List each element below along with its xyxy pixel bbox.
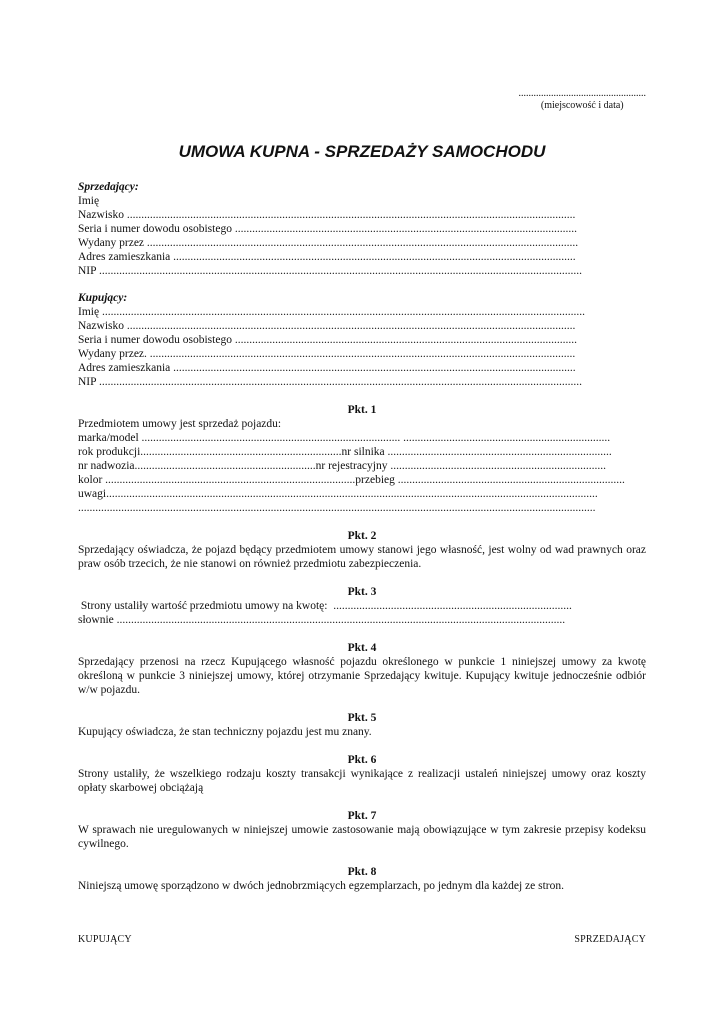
pkt2-heading: Pkt. 2 <box>347 530 377 542</box>
pkt7-section <box>78 809 646 851</box>
pkt2-section <box>78 529 646 571</box>
seller-line-id-number: Seria i numer dowodu osobistego ....................................................................................................................... <box>78 223 577 235</box>
pkt1-line-year-engine: rok produkcji......................................................................nr silnika .............................................................................. <box>78 446 612 458</box>
pkt6-text: Strony ustaliły, że wszelkiego rodzaju koszty transakcji wynikające z realizacji ustaleń niniejszej umowy oraz koszty opłaty skarbowej obciążają <box>78 768 646 794</box>
buyer-line-first-name: Imię ........................................................................................................................................................................ <box>78 306 585 318</box>
pkt3-line-words: słownie ............................................................................................................................................................ <box>78 614 566 626</box>
pkt3-line-amount: Strony ustaliły wartość przedmiotu umowy na kwotę: ................................................................................... <box>78 600 572 612</box>
document-title: UMOWA KUPNA - SPRZEDAŻY SAMOCHODU <box>178 142 546 161</box>
pkt5-text: Kupujący oświadcza, że stan techniczny pojazdu jest mu znany. <box>78 726 372 738</box>
pkt4-heading: Pkt. 4 <box>347 642 377 654</box>
pkt5-section <box>78 711 646 739</box>
buyer-line-id-number: Seria i numer dowodu osobistego ....................................................................................................................... <box>78 334 577 346</box>
pkt2-text: Sprzedający oświadcza, że pojazd będący przedmiotem umowy stanowi jego własność, jest wolny od wad prawnych oraz praw osób trzecich, że nie stanowi on również przedmiotu zabezpieczenia. <box>78 544 646 570</box>
place-date-caption: (miejscowość i data) <box>540 100 624 111</box>
place-date-block <box>519 88 647 112</box>
pkt7-text: W sprawach nie uregulowanych w niniejszej umowie zastosowanie mają obowiązujące w tym zakresie przepisy kodeksu cywilnego. <box>78 824 646 850</box>
pkt6-heading: Pkt. 6 <box>347 754 377 766</box>
seller-label: Sprzedający: <box>78 181 139 193</box>
pkt1-line-make-model: marka/model .......................................................................................... ........................................................................ <box>78 432 611 444</box>
buyer-line-surname: Nazwisko ............................................................................................................................................................ <box>78 320 576 332</box>
buyer-label: Kupujący: <box>78 292 128 304</box>
pkt3-heading: Pkt. 3 <box>347 586 377 598</box>
buyer-line-address: Adres zamieszkania ............................................................................................................................................ <box>78 362 576 374</box>
buyer-line-nip: NIP ........................................................................................................................................................................ <box>78 376 582 388</box>
pkt5-heading: Pkt. 5 <box>347 712 377 724</box>
place-date-dots: ................................................... <box>518 88 646 99</box>
pkt8-text: Niniejszą umowę sporządzono w dwóch jednobrzmiących egzemplarzach, po jednym dla każdej ze stron. <box>78 880 565 892</box>
seller-line-first-name: Imię <box>78 195 100 207</box>
pkt1-line-color-mileage: kolor .......................................................................................przebieg ............................................................................... <box>78 474 625 486</box>
pkt1-heading: Pkt. 1 <box>347 404 377 416</box>
seller-line-surname: Nazwisko ............................................................................................................................................................ <box>78 209 576 221</box>
buyer-signature-label: KUPUJĄCY <box>78 934 132 945</box>
pkt1-line-notes: uwagi........................................................................................................................................................................... <box>78 488 598 500</box>
pkt1-line-body-registration: nr nadwozia...............................................................nr rejestracyjny ........................................................................... <box>78 460 606 472</box>
pkt4-text: Sprzedający przenosi na rzecz Kupującego własność pojazdu określonego w punkcie 1 niniejszej umowy za kwotę określoną w punkcie 3 niniejszej umowy, której otrzymanie Sprzedający kwituje. Kupujący kwituje jednocześnie odbiór w/w pojazdu. <box>78 656 646 696</box>
pkt1-intro: Przedmiotem umowy jest sprzedaż pojazdu: <box>78 418 282 430</box>
pkt8-heading: Pkt. 8 <box>347 866 377 878</box>
seller-line-issued-by: Wydany przez ...................................................................................................................................................... <box>78 237 579 249</box>
pkt3-section <box>78 585 646 627</box>
seller-line-nip: NIP ........................................................................................................................................................................ <box>78 265 582 277</box>
pkt6-section <box>78 753 646 795</box>
seller-section <box>78 180 646 278</box>
seller-line-address: Adres zamieszkania ............................................................................................................................................ <box>78 251 576 263</box>
pkt4-section <box>78 641 646 697</box>
pkt7-heading: Pkt. 7 <box>347 810 377 822</box>
buyer-line-issued-by: Wydany przez. .................................................................................................................................................... <box>78 348 576 360</box>
pkt1-line-notes-cont: .................................................................................................................................................................................... <box>78 502 596 514</box>
seller-signature-label: SPRZEDAJĄCY <box>574 934 646 945</box>
pkt8-section <box>78 865 646 893</box>
buyer-section <box>78 291 646 389</box>
pkt1-section <box>78 403 646 515</box>
